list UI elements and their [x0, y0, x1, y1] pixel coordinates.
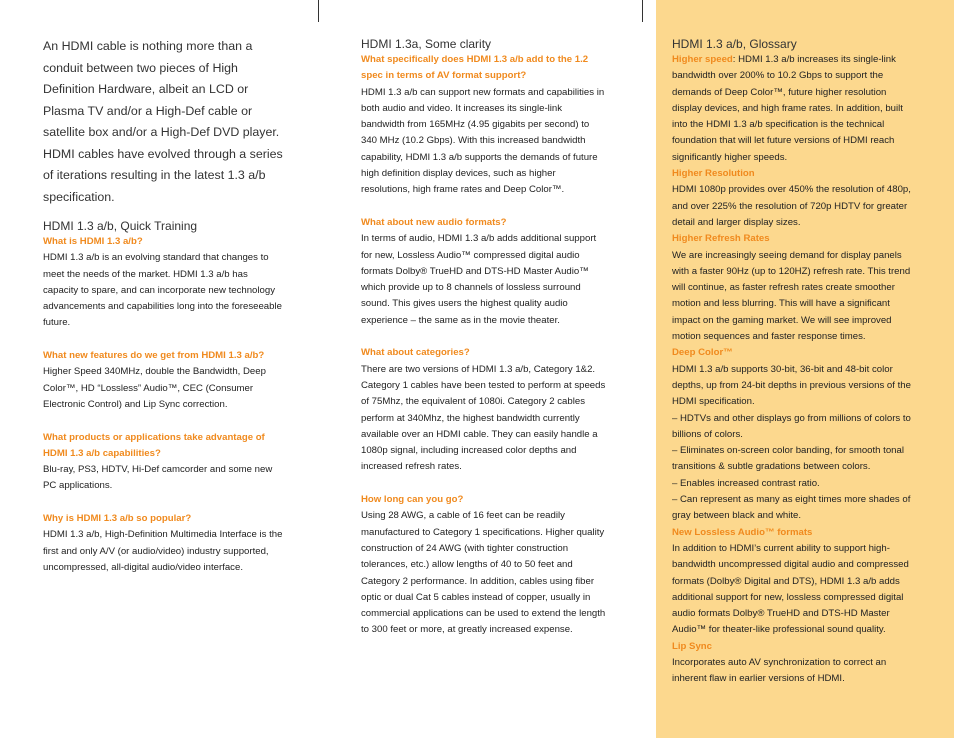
answer: HDMI 1.3 a/b is an evolving standard that changes to meet the needs of the market. HDMI 1.3 a/b has capacity to spare, and can incorporate new technology advancements and capabilities long into the foreseeable future.: [43, 252, 282, 329]
glossary-entry-higher-speed: [672, 52, 918, 166]
glossary-term: Higher Resolution: [672, 168, 755, 180]
intro-paragraph: An HDMI cable is nothing more than a conduit between two pieces of High Definition Hardware, albeit an LCD or Plasma TV and/or a High-Def cable or satellite box and/or a High-Def DVD player. HDMI cables have evolved through a series of iterations resulting in the latest 1.3 a/b specification.: [43, 39, 283, 204]
bullet: – Eliminates on-screen color banding, for smooth tonal transitions & subtle gradations between colors.: [672, 445, 904, 473]
answer: Higher Speed 340MHz, double the Bandwidth, Deep Color™, HD “Lossless” Audio™, CEC (Consumer Electronic Control) and Lip Sync correction.: [43, 366, 266, 410]
glossary-definition: HDMI 1.3 a/b supports 30-bit, 36-bit and 48-bit color depths, up from 24-bit depths in previous versions of the HDMI specification.: [672, 363, 911, 408]
bullet: – Enables increased contrast ratio.: [672, 477, 820, 489]
section-title: HDMI 1.3 a/b, Quick Training: [43, 219, 198, 233]
question: Why is HDMI 1.3 a/b so popular?: [43, 513, 192, 525]
glossary-definition: We are increasingly seeing demand for display panels with a faster 90Hz (up to 120HZ) refresh rate. This trend will continue, as faster refresh rates create smoother motion and less blurring. This will have a significant impact on the gaming market. We will see improved motion sequences and faster response times.: [672, 249, 911, 343]
question: What about new audio formats?: [361, 216, 507, 228]
section-title: HDMI 1.3a, Some clarity: [361, 37, 492, 51]
column-glossary: [672, 36, 918, 688]
fold-mark-right: [642, 0, 643, 22]
answer: Using 28 AWG, a cable of 16 feet can be readily manufactured to Category 1 specifications. Higher quality construction of 24 AWG (with tighter construction tolerances, etc.) allow lengths of 40 to 50 feet and Category 2 performance. In addition, cables using fiber optic or dual Cat 5 cables instead of copper, usually in commercial applications can be used to extend the length to 300 feet or more, at greatly increased expense.: [361, 510, 606, 636]
bullet: – Can represent as many as eight times more shades of gray between black and white.: [672, 494, 911, 522]
glossary-definition: In addition to HDMI’s current ability to support high-bandwidth uncompressed digital audio and compressed formats (Dolby® Digital and DTS), HDMI 1.3 a/b adds additional support for new, lossless compressed digital audio formats Dolby® TrueHD and DTS-HD Master Audio™ for theater-like professional sound quality.: [672, 542, 909, 636]
glossary-term: Higher Refresh Rates: [672, 233, 770, 245]
fold-mark-left: [318, 0, 319, 22]
glossary-definition: HDMI 1080p provides over 450% the resolution of 480p, and over 225% the resolution of 720p HDTV for greater detail and larger display sizes.: [672, 184, 911, 228]
answer: There are two versions of HDMI 1.3 a/b, Category 1&2. Category 1 cables have been tested to perform at speeds of 75Mhz, the equivalent of 1080i. Category 2 cables perform at 340Mhz, the highest bandwidth currently available over an HDMI cable. They can easily handle a 1080p signal, including increased color depths and increased refresh rates.: [361, 363, 606, 473]
answer: In terms of audio, HDMI 1.3 a/b adds additional support for new, Lossless Audio™ compressed digital audio formats Dolby® TrueHD and DTS-HD Master Audio™ which provide up to 8 channels of lossless surround sound. This gives users the highest quality audio experience – the same as in the movie theater.: [361, 233, 597, 326]
answer: HDMI 1.3 a/b, High-Definition Multimedia Interface is the first and only A/V (or audio/video) industry supported, uncompressed, all-digital audio/video interface.: [43, 529, 283, 573]
column-quick-training: [43, 36, 283, 576]
question: What products or applications take advantage of HDMI 1.3 a/b capabilities?: [43, 431, 265, 459]
answer: HDMI 1.3 a/b can support new formats and capabilities in both audio and video. It increases its single-link bandwidth from 165MHz (4.95 gigabits per second) to 340 MHz (10.2 Gbps). With this increased bandwidth capability, HDMI 1.3 a/b supports the demands of future high definition display devices, such as higher resolutions, high frame rates and Deep Color™.: [361, 86, 605, 196]
question: What about categories?: [361, 347, 470, 359]
glossary-definition: : HDMI 1.3 a/b increases its single-link bandwidth over 200% to 10.2 Gbps to support the demands of Deep Color™, future higher resolution display devices, and high frame rates. In addition, built into the HDMI 1.3 a/b specification is the technical foundation that will let future versions of HDMI reach significantly higher speeds.: [672, 54, 903, 163]
glossary-term: New Lossless Audio™ formats: [672, 526, 813, 538]
section-title: HDMI 1.3 a/b, Glossary: [672, 37, 797, 51]
question: How long can you go?: [361, 494, 464, 506]
glossary-term: Lip Sync: [672, 640, 712, 652]
question: What new features do we get from HDMI 1.3 a/b?: [43, 350, 265, 362]
column-some-clarity: [361, 36, 607, 639]
question: What specifically does HDMI 1.3 a/b add to the 1.2 spec in terms of AV format support?: [361, 54, 589, 82]
answer: Blu-ray, PS3, HDTV, Hi-Def camcorder and some new PC applications.: [43, 464, 273, 492]
bullet: – HDTVs and other displays go from millions of colors to billions of colors.: [672, 412, 911, 440]
glossary-term: Deep Color™: [672, 347, 733, 359]
question: What is HDMI 1.3 a/b?: [43, 236, 143, 247]
glossary-term: Higher speed: [672, 54, 733, 65]
glossary-definition: Incorporates auto AV synchronization to correct an inherent flaw in earlier versions of HDMI.: [672, 656, 887, 685]
